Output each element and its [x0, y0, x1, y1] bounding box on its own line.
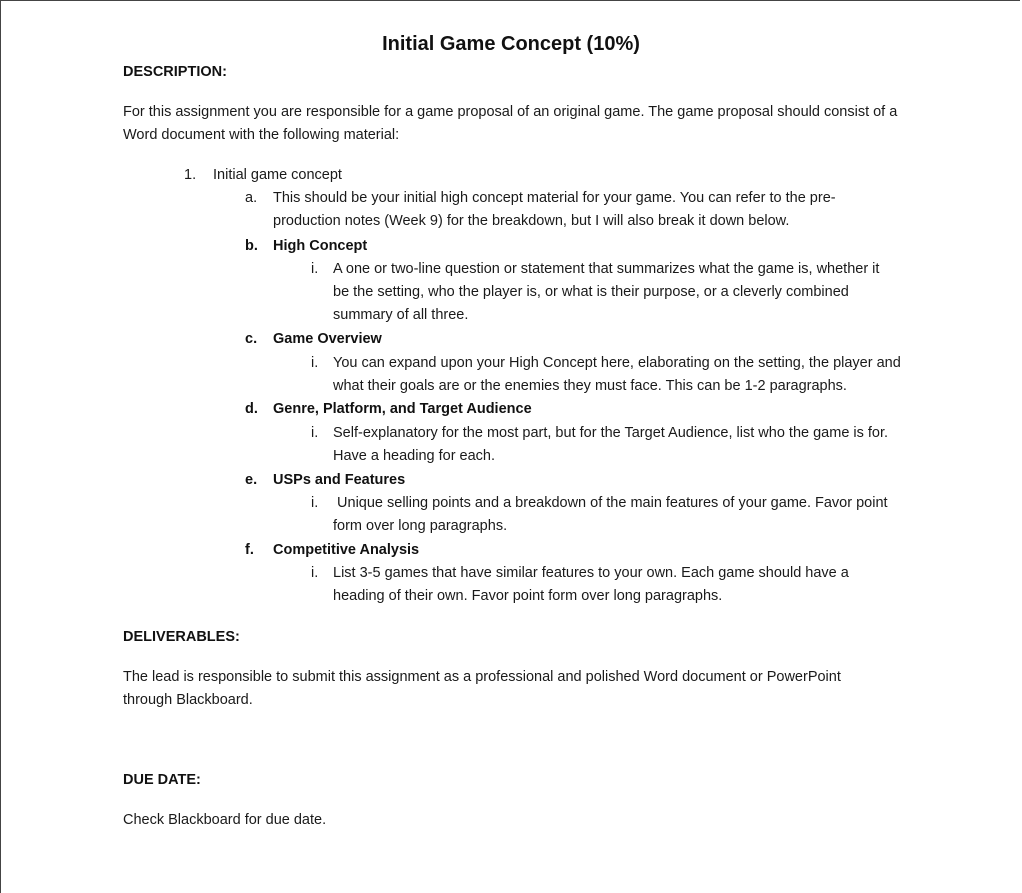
- due-date-body: Check Blackboard for due date.: [123, 812, 327, 828]
- page-title: Initial Game Concept (10%): [382, 33, 640, 55]
- list-item-label: Game Overview: [273, 331, 382, 347]
- list-marker: i.: [311, 261, 319, 277]
- list-item-text: Self-explanatory for the most part, but for the Target Audience, list who the game is for. Have a heading for each.: [333, 425, 889, 464]
- list-item-label: Competitive Analysis: [273, 542, 420, 558]
- list-marker: a.: [245, 190, 258, 206]
- list-item-text: Unique selling points and a breakdown of the main features of your game. Favor point form over long paragraphs.: [333, 495, 892, 534]
- list-item-text: You can expand upon your High Concept here, elaborating on the setting, the player and what their goals are or the enemies they must face. This can be 1-2 paragraphs.: [333, 355, 901, 394]
- list-marker: b.: [245, 238, 258, 254]
- list-marker: i.: [311, 565, 319, 581]
- list-item-text: This should be your initial high concept material for your game. You can refer to the pre-production notes (Week 9) for the breakdown, but I will also break it down below.: [273, 190, 836, 229]
- list-marker: i.: [311, 355, 319, 371]
- list-marker: d.: [245, 401, 258, 417]
- list-item-label: High Concept: [273, 238, 368, 254]
- list-marker: c.: [245, 331, 258, 347]
- list-marker: i.: [311, 425, 319, 441]
- list-item-label: Genre, Platform, and Target Audience: [273, 401, 532, 417]
- list-marker: f.: [245, 542, 254, 558]
- list-marker: i.: [311, 495, 319, 511]
- deliverables-heading: DELIVERABLES:: [123, 629, 240, 645]
- list-marker: 1.: [184, 167, 197, 183]
- description-heading: DESCRIPTION:: [123, 64, 227, 80]
- deliverables-body: The lead is responsible to submit this assignment as a professional and polished Word document or PowerPoint through Blackboard.: [123, 669, 841, 708]
- list-marker: e.: [245, 472, 258, 488]
- list-item-text: A one or two-line question or statement that summarizes what the game is, whether it be the setting, who the player is, or what is their purpose, or a cleverly combined summary of all three.: [333, 261, 880, 323]
- due-date-heading: DUE DATE:: [123, 772, 201, 788]
- description-body: For this assignment you are responsible for a game proposal of an original game. The game proposal should consist of a Word document with the following material:: [123, 104, 898, 143]
- list-item-label: Initial game concept: [213, 167, 342, 183]
- list-item-label: USPs and Features: [273, 472, 406, 488]
- list-item-text: List 3-5 games that have similar features to your own. Each game should have a heading of their own. Favor point form over long paragraphs.: [333, 565, 849, 604]
